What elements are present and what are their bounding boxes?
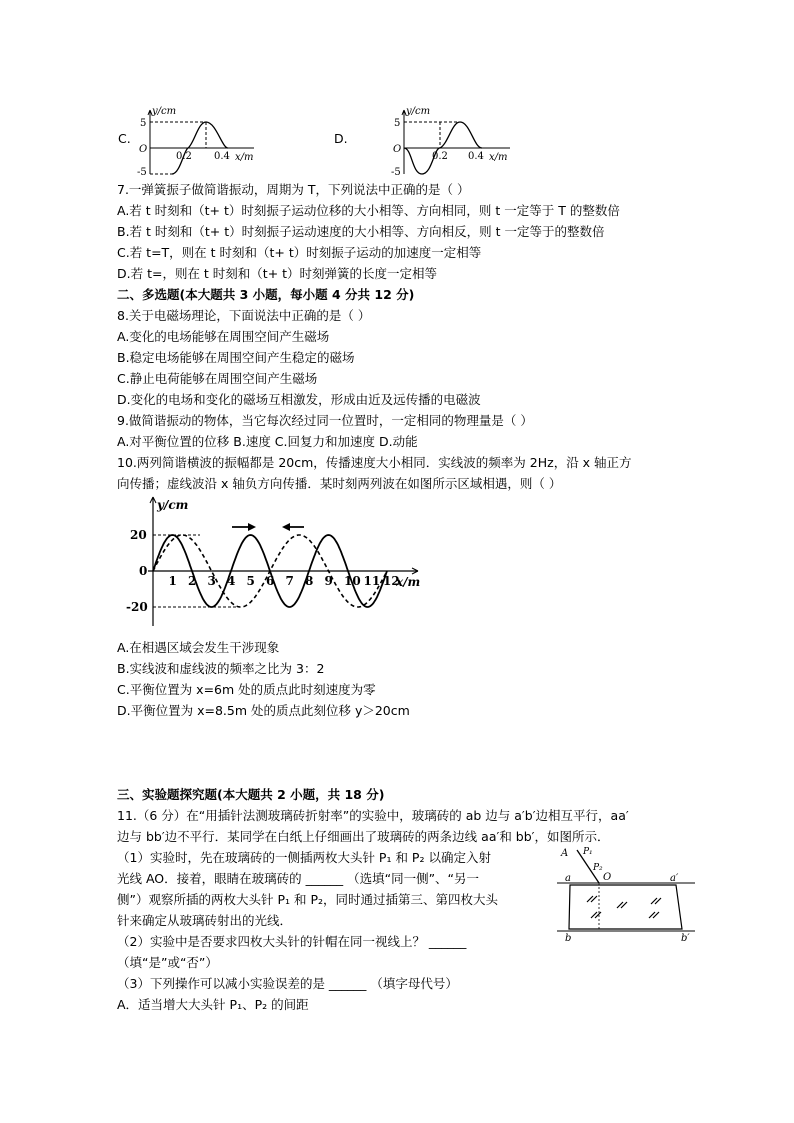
- q10-xtick-7: 7: [285, 574, 294, 588]
- q10-y0: 0: [139, 564, 148, 578]
- q8-option-c: C.静止电荷能够在周围空间产生磁场: [117, 371, 318, 386]
- q7-option-c: C.若 t=T，则在 t 时刻和（t+ t）时刻振子运动的加速度一定相等: [117, 245, 482, 260]
- q10-option-d: D.平衡位置为 x=8.5m 处的质点此刻位移 y＞20cm: [117, 703, 410, 718]
- q10-xtick-10: 10: [344, 574, 361, 588]
- q7-stem: 7.一弹簧振子做简谐振动，周期为 T，下列说法中正确的是（ ）: [117, 182, 470, 197]
- q10-stem-line2: 向传播；虚线波沿 x 轴负方向传播．某时刻两列波在如图所示区域相遇，则（ ）: [117, 476, 562, 491]
- q10-option-b: B.实线波和虚线波的频率之比为 3：2: [117, 661, 325, 676]
- q10-xtick-8: 8: [305, 574, 314, 588]
- graph-d-ylabel: y/cm: [406, 106, 431, 117]
- graph-c-t02: 0.2: [176, 151, 192, 162]
- fig-label-P2: P₂: [593, 863, 603, 873]
- graph-d-origin: O: [393, 144, 402, 155]
- q10-xtick-4: 4: [227, 574, 236, 588]
- glass-brick-figure: [555, 842, 700, 944]
- graph-d-t02: 0.2: [432, 151, 448, 162]
- q11-option-a: A．适当增大大头针 P₁、P₂ 的间距: [117, 997, 309, 1012]
- fig-label-a: a: [565, 873, 571, 884]
- graph-c-ylabel: y/cm: [152, 106, 177, 117]
- fig-label-P1: P₁: [583, 847, 593, 857]
- fig-label-b: b: [565, 933, 572, 944]
- graph-c-origin: O: [139, 144, 148, 155]
- q10-option-a: A.在相遇区域会发生干涉现象: [117, 640, 280, 655]
- fig-label-b-prime: b′: [681, 933, 690, 944]
- graph-c-t04: 0.4: [214, 151, 230, 162]
- q11-stem-line2: 边与 bb′边不平行．某同学在白纸上仔细画出了玻璃砖的两条边线 aa′和 bb′，如图所示．: [117, 829, 610, 844]
- graph-d-tm5: -5: [391, 167, 401, 176]
- q8-stem: 8.关于电磁场理论，下面说法中正确的是（ ）: [117, 308, 371, 323]
- q8-option-a: A.变化的电场能够在周围空间产生磁场: [117, 329, 330, 344]
- q10-y20: 20: [130, 528, 147, 542]
- q11-part3: （3）下列操作可以减小实验误差的是 ______ （填字母代号）: [117, 976, 458, 991]
- q8-option-b: B.稳定电场能够在周围空间产生稳定的磁场: [117, 350, 355, 365]
- q10-xtick-11: 11: [363, 574, 381, 588]
- graph-c-tm5: -5: [137, 167, 147, 176]
- q10-xtick-6: 6: [266, 574, 275, 588]
- q11-part1-line3: 侧”）观察所插的两枚大头针 P₁ 和 P₂，同时通过插第三、第四枚大头: [117, 892, 498, 907]
- q11-part1-line4: 针来确定从玻璃砖射出的光线．: [117, 913, 293, 928]
- q10-xtick-2: 2: [188, 574, 197, 588]
- q7-option-a: A.若 t 时刻和（t+ t）时刻振子运动位移的大小相等、方向相同，则 t 一定等于 T 的整数倍: [117, 203, 620, 218]
- fig-label-a-prime: a′: [670, 873, 679, 884]
- fig-label-A: A: [561, 848, 569, 859]
- section-2-title: 二、多选题(本大题共 3 小题，每小题 4 分共 12 分): [117, 287, 415, 302]
- q10-xlabel: x/m: [396, 575, 421, 589]
- q7-option-b: B.若 t 时刻和（t+ t）时刻振子运动速度的大小相等、方向相反，则 t 一定等于的整数倍: [117, 224, 605, 239]
- graph-d-t04: 0.4: [468, 151, 484, 162]
- section-3-title: 三、实验题探究题(本大题共 2 小题，共 18 分): [117, 787, 385, 802]
- q10-option-c: C.平衡位置为 x=6m 处的质点此时刻速度为零: [117, 682, 376, 697]
- q10-ylabel: y/cm: [157, 498, 189, 512]
- q11-part2-line2: （填“是”或“否”）: [117, 955, 218, 970]
- q10-xtick-5: 5: [246, 574, 255, 588]
- q10-xtick-1: 1: [168, 574, 177, 588]
- option-c-label: C.: [118, 131, 131, 146]
- graph-c-t5: 5: [140, 118, 147, 129]
- q10-xtick-9: 9: [324, 574, 333, 588]
- q7-option-d: D.若 t=，则在 t 时刻和（t+ t）时刻弹簧的长度一定相等: [117, 266, 438, 281]
- q10-xtick-3: 3: [207, 574, 216, 588]
- graph-c-xlabel: x/m: [235, 152, 254, 163]
- q11-stem-line1: 11.（6 分）在“用插针法测玻璃砖折射率”的实验中，玻璃砖的 ab 边与 a′b′边相互平行，aa′: [117, 808, 629, 823]
- q11-part2-line1: （2）实验中是否要求四枚大头针的针帽在同一视线上？ ______: [117, 934, 467, 949]
- fig-label-O: O: [603, 872, 612, 883]
- q10-wave-graph: [120, 493, 430, 628]
- q10-xtick-12: 12: [383, 574, 400, 588]
- graph-option-d: [386, 104, 516, 176]
- graph-d-t5: 5: [394, 118, 401, 129]
- graph-d-xlabel: x/m: [489, 152, 508, 163]
- q11-part1-line1: （1）实验时，先在玻璃砖的一侧插两枚大头针 P₁ 和 P₂ 以确定入射: [117, 850, 491, 865]
- option-d-label: D.: [334, 131, 348, 146]
- q11-part1-line2: 光线 AO．接着，眼睛在玻璃砖的 ______ （选填“同一侧”、“另一: [117, 871, 480, 886]
- q9-options: A.对平衡位置的位移 B.速度 C.回复力和加速度 D.动能: [117, 434, 418, 449]
- q10-ym20: -20: [126, 600, 148, 614]
- q10-stem-line1: 10.两列简谐横波的振幅都是 20cm，传播速度大小相同．实线波的频率为 2Hz，沿 x 轴正方: [117, 455, 632, 470]
- graph-option-c: [132, 104, 262, 176]
- q8-option-d: D.变化的电场和变化的磁场互相激发，形成由近及远传播的电磁波: [117, 392, 481, 407]
- q9-stem: 9.做简谐振动的物体，当它每次经过同一位置时，一定相同的物理量是（ ）: [117, 413, 533, 428]
